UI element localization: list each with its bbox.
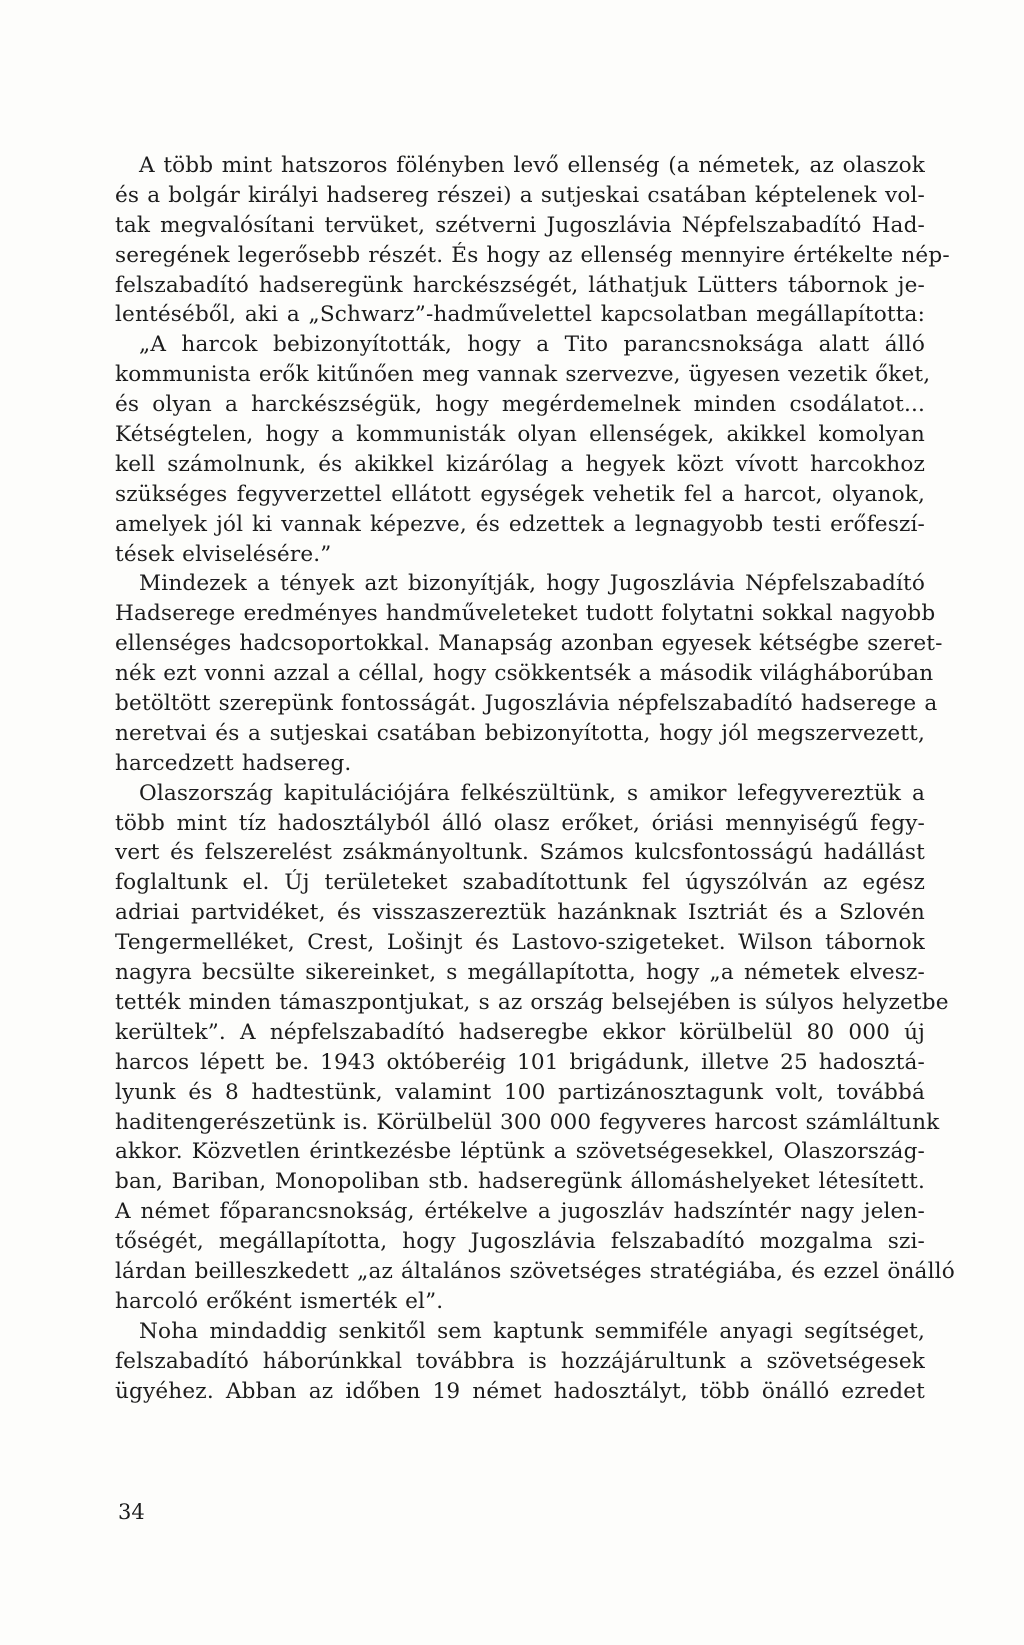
text-line: Noha mindaddig senkitől sem kaptunk semmiféle anyagi segítséget, (139, 1318, 925, 1344)
text-line: amelyek jól ki vannak képezve, és edzettek a legnagyobb testi erőfeszí- (115, 511, 925, 537)
text-line: adriai partvidéket, és visszaszereztük hazánknak Isztriát és a Szlovén (115, 900, 925, 926)
text-line: neretvai és a sutjeskai csatában bebizonyította, hogy jól megszervezett, (115, 720, 925, 746)
text-line: felszabadító háborúnkkal továbbra is hozzájárultunk a szövetségesek (115, 1348, 925, 1374)
text-line: ügyéhez. Abban az időben 19 német hadosztályt, több önálló ezredet (115, 1378, 925, 1404)
text-line: Olaszország kapitulációjára felkészültünk, s amikor lefegyvereztük a (139, 780, 925, 806)
text-line: lyunk és 8 hadtestünk, valamint 100 partizánosztagunk volt, továbbá (115, 1079, 925, 1105)
text-line: ellenséges hadcsoportokkal. Manapság azonban egyesek kétségbe szeret- (115, 631, 943, 657)
text-line: tőségét, megállapította, hogy Jugoszlávia felszabadító mozgalma szi- (115, 1229, 925, 1255)
text-line: lentéséből, aki a „Schwarz”-hadművelettel kapcsolatban megállapította: (115, 302, 925, 328)
text-line: Tengermelléket, Crest, Lošinjt és Lastovo-szigeteket. Wilson tábornok (115, 930, 925, 956)
text-line: lárdan beilleszkedett „az általános szövetséges stratégiába, és ezzel önálló (115, 1258, 955, 1284)
text-line: szükséges fegyverzettel ellátott egységek vehetik fel a harcot, olyanok, (115, 481, 925, 507)
text-line: betöltött szerepünk fontosságát. Jugoszlávia népfelszabadító hadserege a (115, 691, 938, 717)
text-line: több mint tíz hadosztályból álló olasz erőket, óriási mennyiségű fegy- (115, 810, 925, 836)
text-line: ban, Bariban, Monopoliban stb. hadseregünk állomáshelyeket létesített. (115, 1169, 925, 1195)
text-line: kell számolnunk, és akikkel kizárólag a hegyek közt vívott harcokhoz (115, 451, 925, 477)
text-line: Mindezek a tények azt bizonyítják, hogy Jugoszlávia Népfelszabadító (139, 571, 925, 597)
text-line: foglaltunk el. Új területeket szabadítottunk fel úgyszólván az egész (115, 870, 925, 896)
text-line: A több mint hatszoros fölényben levő ellenség (a németek, az olaszok (139, 153, 925, 178)
text-line: harcedzett hadsereg. (115, 750, 352, 776)
text-line: kerültek”. A népfelszabadító hadseregbe ekkor körülbelül 80 000 új (115, 1019, 925, 1045)
text-line: seregének legerősebb részét. És hogy az ellenség mennyire értékelte nép- (115, 242, 950, 268)
text-line: Kétségtelen, hogy a kommunisták olyan ellenségek, akikkel komolyan (115, 422, 925, 448)
text-line: nagyra becsülte sikereinket, s megállapította, hogy „a németek elvesz- (115, 960, 925, 986)
text-line: „A harcok bebizonyították, hogy a Tito parancsnoksága alatt álló (139, 332, 925, 358)
text-line: haditengerészetünk is. Körülbelül 300 000 fegyveres harcost számláltunk (115, 1109, 940, 1135)
text-line: tések elviselésére.” (115, 541, 332, 567)
text-line: kommunista erők kitűnően meg vannak szervezve, ügyesen vezetik őket, (115, 362, 931, 388)
text-line: tették minden támaszpontjukat, s az ország belsejében is súlyos helyzetbe (115, 989, 949, 1015)
text-line: és olyan a harckészségük, hogy megérdemelnek minden csodálatot... (115, 392, 925, 418)
page-number: 34 (118, 1500, 145, 1524)
text-line: A német főparancsnokság, értékelve a jugoszláv hadszíntér nagy jelen- (115, 1199, 925, 1225)
text-line: felszabadító hadseregünk harckészségét, láthatjuk Lütters tábornok je- (115, 272, 925, 298)
text-line: Hadserege eredményes handműveleteket tudott folytatni sokkal nagyobb (115, 601, 936, 627)
text-line: akkor. Közvetlen érintkezésbe léptünk a szövetségesekkel, Olaszország- (115, 1139, 925, 1165)
body-text (115, 151, 955, 1406)
text-line: harcoló erőként ismerték el”. (115, 1288, 444, 1314)
text-line: tak megvalósítani tervüket, szétverni Jugoszlávia Népfelszabadító Had- (115, 212, 925, 238)
text-line: és a bolgár királyi hadsereg részei) a sutjeskai csatában képtelenek vol- (115, 182, 925, 208)
text-line: vert és felszerelést zsákmányoltunk. Számos kulcsfontosságú hadállást (115, 840, 925, 866)
text-line: harcos lépett be. 1943 októberéig 101 brigádunk, illetve 25 hadosztá- (115, 1049, 925, 1075)
text-line: nék ezt vonni azzal a céllal, hogy csökkentsék a második világháborúban (115, 661, 934, 687)
